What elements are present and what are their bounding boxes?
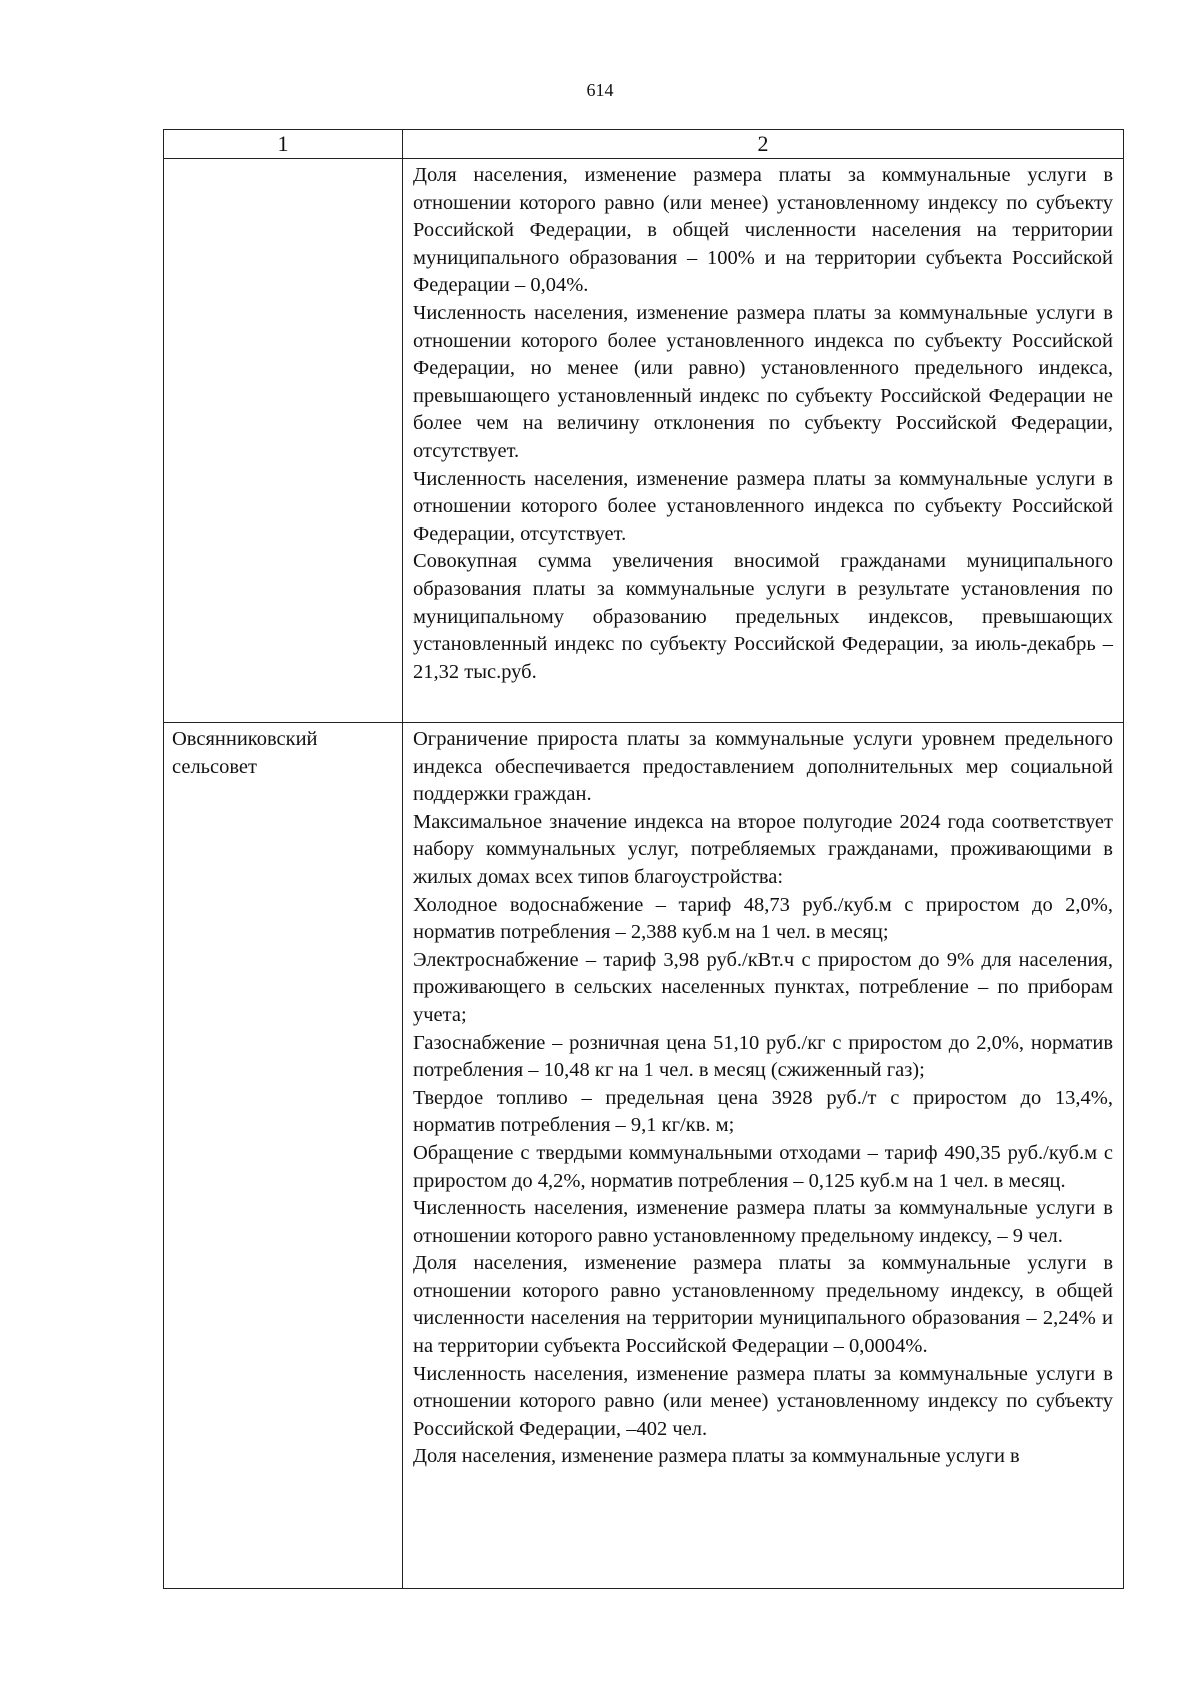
description-cell — [403, 723, 1124, 1589]
paragraph: Численность населения, изменение размера платы за коммунальные услуги в отношении которого более установленного индекса по субъекту Российской Федерации, отсутствует. — [413, 467, 1113, 545]
page-number: 614 — [586, 80, 614, 100]
paragraph: Твердое топливо – предельная цена 3928 руб./т с приростом до 13,4%, норматив потребления – 9,1 кг/кв. м; — [413, 1086, 1113, 1137]
paragraph: Доля населения, изменение размера платы за коммунальные услуги в — [413, 1445, 1020, 1468]
column-header-2: 2 — [403, 130, 1124, 159]
paragraph: Численность населения, изменение размера платы за коммунальные услуги в отношении которого равно (или менее) установленному индексу по субъекту Российской Федерации, –402 чел. — [413, 1362, 1113, 1440]
paragraph: Численность населения, изменение размера платы за коммунальные услуги в отношении которого более установленного индекса по субъекту Российской Федерации, но менее (или равно) установленного предельного индекса, превышающего установленный индекс по субъекту Российской Федерации не более чем на величину отклонения по субъекту Российской Федерации, отсутствует. — [413, 301, 1113, 462]
description-cell — [403, 159, 1124, 723]
table-row — [164, 159, 1124, 723]
table-header-row — [164, 130, 1124, 159]
column-header-1: 1 — [164, 130, 403, 159]
paragraph: Максимальное значение индекса на второе полугодие 2024 года соответствует набору коммунальных услуг, потребляемых гражданами, проживающими в жилых домах всех типов благоустройства: — [413, 810, 1113, 888]
paragraph: Холодное водоснабжение – тариф 48,73 руб./куб.м с приростом до 2,0%, норматив потребления – 2,388 куб.м на 1 чел. в месяц; — [413, 893, 1113, 944]
paragraph: Газоснабжение – розничная цена 51,10 руб./кг с приростом до 2,0%, норматив потребления – 10,48 кг на 1 чел. в месяц (сжиженный газ); — [413, 1031, 1113, 1082]
indices-table — [163, 129, 1124, 1589]
table-row — [164, 723, 1124, 1589]
paragraph: Ограничение прироста платы за коммунальные услуги уровнем предельного индекса обеспечивается предоставлением дополнительных мер социальной поддержки граждан. — [413, 728, 1113, 806]
municipality-cell: Овсянниковский сельсовет — [164, 723, 403, 1589]
paragraph: Доля населения, изменение размера платы за коммунальные услуги в отношении которого равно (или менее) установленному индексу по субъекту Российской Федерации, в общей численности населения на территории муниципального образования – 100% и на территории субъекта Российской Федерации – 0,04%. — [413, 164, 1113, 297]
paragraph: Совокупная сумма увеличения вносимой гражданами муниципального образования платы за коммунальные услуги в результате установления по муниципальному образованию предельных индексов, превышающих установленный индекс по субъекту Российской Федерации, за июль-декабрь – 21,32 тыс.руб. — [413, 550, 1113, 683]
paragraph: Обращение с твердыми коммунальными отходами – тариф 490,35 руб./куб.м с приростом до 4,2%, норматив потребления – 0,125 куб.м на 1 чел. в месяц. — [413, 1141, 1113, 1192]
paragraph: Электроснабжение – тариф 3,98 руб./кВт.ч с приростом до 9% для населения, проживающего в сельских населенных пунктах, потребление – по приборам учета; — [413, 948, 1113, 1026]
municipality-cell — [164, 159, 403, 723]
paragraph: Численность населения, изменение размера платы за коммунальные услуги в отношении которого равно установленному предельному индексу, – 9 чел. — [413, 1197, 1113, 1247]
paragraph: Доля населения, изменение размера платы за коммунальные услуги в отношении которого равно установленному предельному индексу, в общей численности населения на территории муниципального образования – 2,24% и на территории субъекта Российской Федерации – 0,0004%. — [413, 1252, 1113, 1358]
